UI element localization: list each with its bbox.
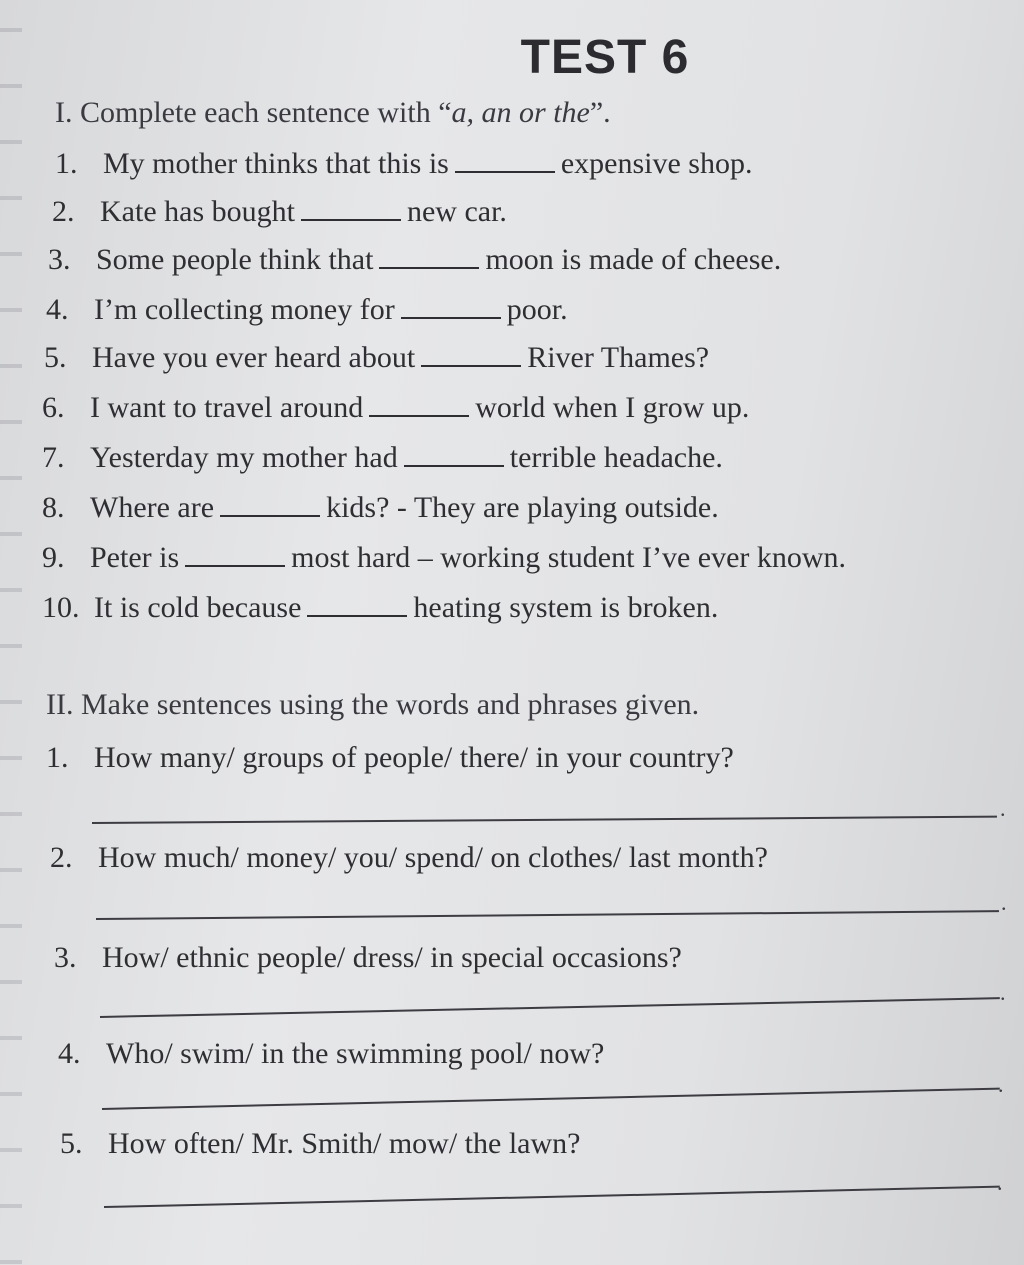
part1-item-3	[48, 242, 781, 278]
part2-heading: II. Make sentences using the words and phrases given.	[46, 688, 700, 721]
item-text-before: I’m collecting money for	[94, 293, 395, 326]
item-number: 2.	[52, 195, 75, 228]
part2-item-4	[58, 1036, 604, 1072]
item-prompt: How much/ money/ you/ spend/ on clothes/ last month?	[98, 841, 768, 874]
item-text-before: Peter is	[90, 541, 180, 574]
item-text-before: Have you ever heard about	[92, 341, 416, 374]
item-text-after: moon is made of cheese.	[485, 243, 782, 276]
part1-item-9	[42, 540, 846, 576]
part1-item-8	[42, 490, 719, 526]
item-text-after: new car.	[406, 195, 507, 228]
item-text-after: most hard – working student I’ve ever known.	[291, 541, 847, 574]
page-title: TEST 6	[520, 31, 690, 84]
item-text-before: Where are	[90, 491, 215, 524]
item-text-after: heating system is broken.	[413, 591, 719, 624]
part1-item-7	[42, 440, 723, 476]
fill-blank[interactable]	[301, 195, 401, 221]
answer-line-4[interactable]	[102, 1088, 1000, 1110]
part1-item-1	[55, 146, 752, 182]
item-number: 9.	[42, 541, 65, 574]
answer-line-5[interactable]	[104, 1186, 1000, 1208]
item-number: 10.	[42, 591, 80, 624]
item-text-after: terrible headache.	[509, 441, 723, 474]
fill-blank[interactable]	[185, 541, 285, 567]
part1-heading-options: a, an or the	[451, 96, 590, 129]
item-number: 8.	[42, 491, 65, 524]
fill-blank[interactable]	[220, 491, 320, 517]
item-number: 5.	[60, 1127, 83, 1160]
item-number: 1.	[55, 147, 78, 180]
part1-heading	[55, 96, 611, 130]
fill-blank[interactable]	[455, 147, 555, 173]
item-number: 2.	[50, 841, 73, 874]
item-prompt: How/ ethnic people/ dress/ in special occasions?	[102, 941, 682, 974]
part1-heading-prefix: I. Complete each sentence with “	[55, 96, 452, 129]
answer-line-end: .	[1000, 796, 1006, 821]
part1-item-2	[52, 194, 507, 230]
fill-blank[interactable]	[379, 243, 479, 269]
answer-line-3[interactable]	[100, 997, 1000, 1018]
item-prompt: How many/ groups of people/ there/ in your country?	[94, 741, 734, 774]
item-text-after: kids? - They are playing outside.	[326, 491, 719, 524]
item-text-after: world when I grow up.	[475, 391, 750, 424]
part1-item-4	[46, 292, 568, 328]
fill-blank[interactable]	[307, 591, 407, 617]
item-number: 7.	[42, 441, 65, 474]
page-edge-shadow	[0, 0, 22, 1265]
item-number: 3.	[48, 243, 71, 276]
item-number: 1.	[46, 741, 69, 774]
part1-heading-suffix: ”.	[589, 96, 611, 129]
item-number: 4.	[58, 1037, 81, 1070]
part2-item-2	[50, 840, 768, 876]
fill-blank[interactable]	[421, 341, 521, 367]
answer-line-end: .	[1000, 980, 1006, 1005]
answer-line-end: .	[997, 1170, 1003, 1195]
answer-line-end: .	[998, 1072, 1004, 1097]
item-text-before: It is cold because	[94, 591, 302, 624]
item-text-before: Some people think that	[96, 243, 374, 276]
item-number: 3.	[54, 941, 77, 974]
part1-item-6	[42, 390, 749, 426]
item-prompt: Who/ swim/ in the swimming pool/ now?	[106, 1037, 605, 1070]
part1-item-5	[44, 340, 709, 376]
fill-blank[interactable]	[401, 293, 501, 319]
part2-item-5	[60, 1126, 580, 1162]
answer-line-1[interactable]	[92, 816, 997, 824]
fill-blank[interactable]	[369, 391, 469, 417]
item-text-before: I want to travel around	[90, 391, 364, 424]
item-number: 6.	[42, 391, 65, 424]
item-number: 5.	[44, 341, 67, 374]
item-text-after: River Thames?	[527, 341, 710, 374]
item-prompt: How often/ Mr. Smith/ mow/ the lawn?	[108, 1127, 581, 1160]
item-text-before: My mother thinks that this is	[103, 147, 449, 180]
item-number: 4.	[46, 293, 69, 326]
part1-item-10	[42, 590, 718, 626]
part2-item-3	[54, 940, 682, 976]
item-text-before: Kate has bought	[100, 195, 295, 228]
part2-item-1	[46, 740, 734, 776]
fill-blank[interactable]	[404, 441, 504, 467]
item-text-before: Yesterday my mother had	[90, 441, 398, 474]
item-text-after: poor.	[506, 293, 568, 326]
answer-line-2[interactable]	[96, 910, 999, 920]
answer-line-end: .	[1001, 890, 1007, 915]
item-text-after: expensive shop.	[560, 147, 753, 180]
